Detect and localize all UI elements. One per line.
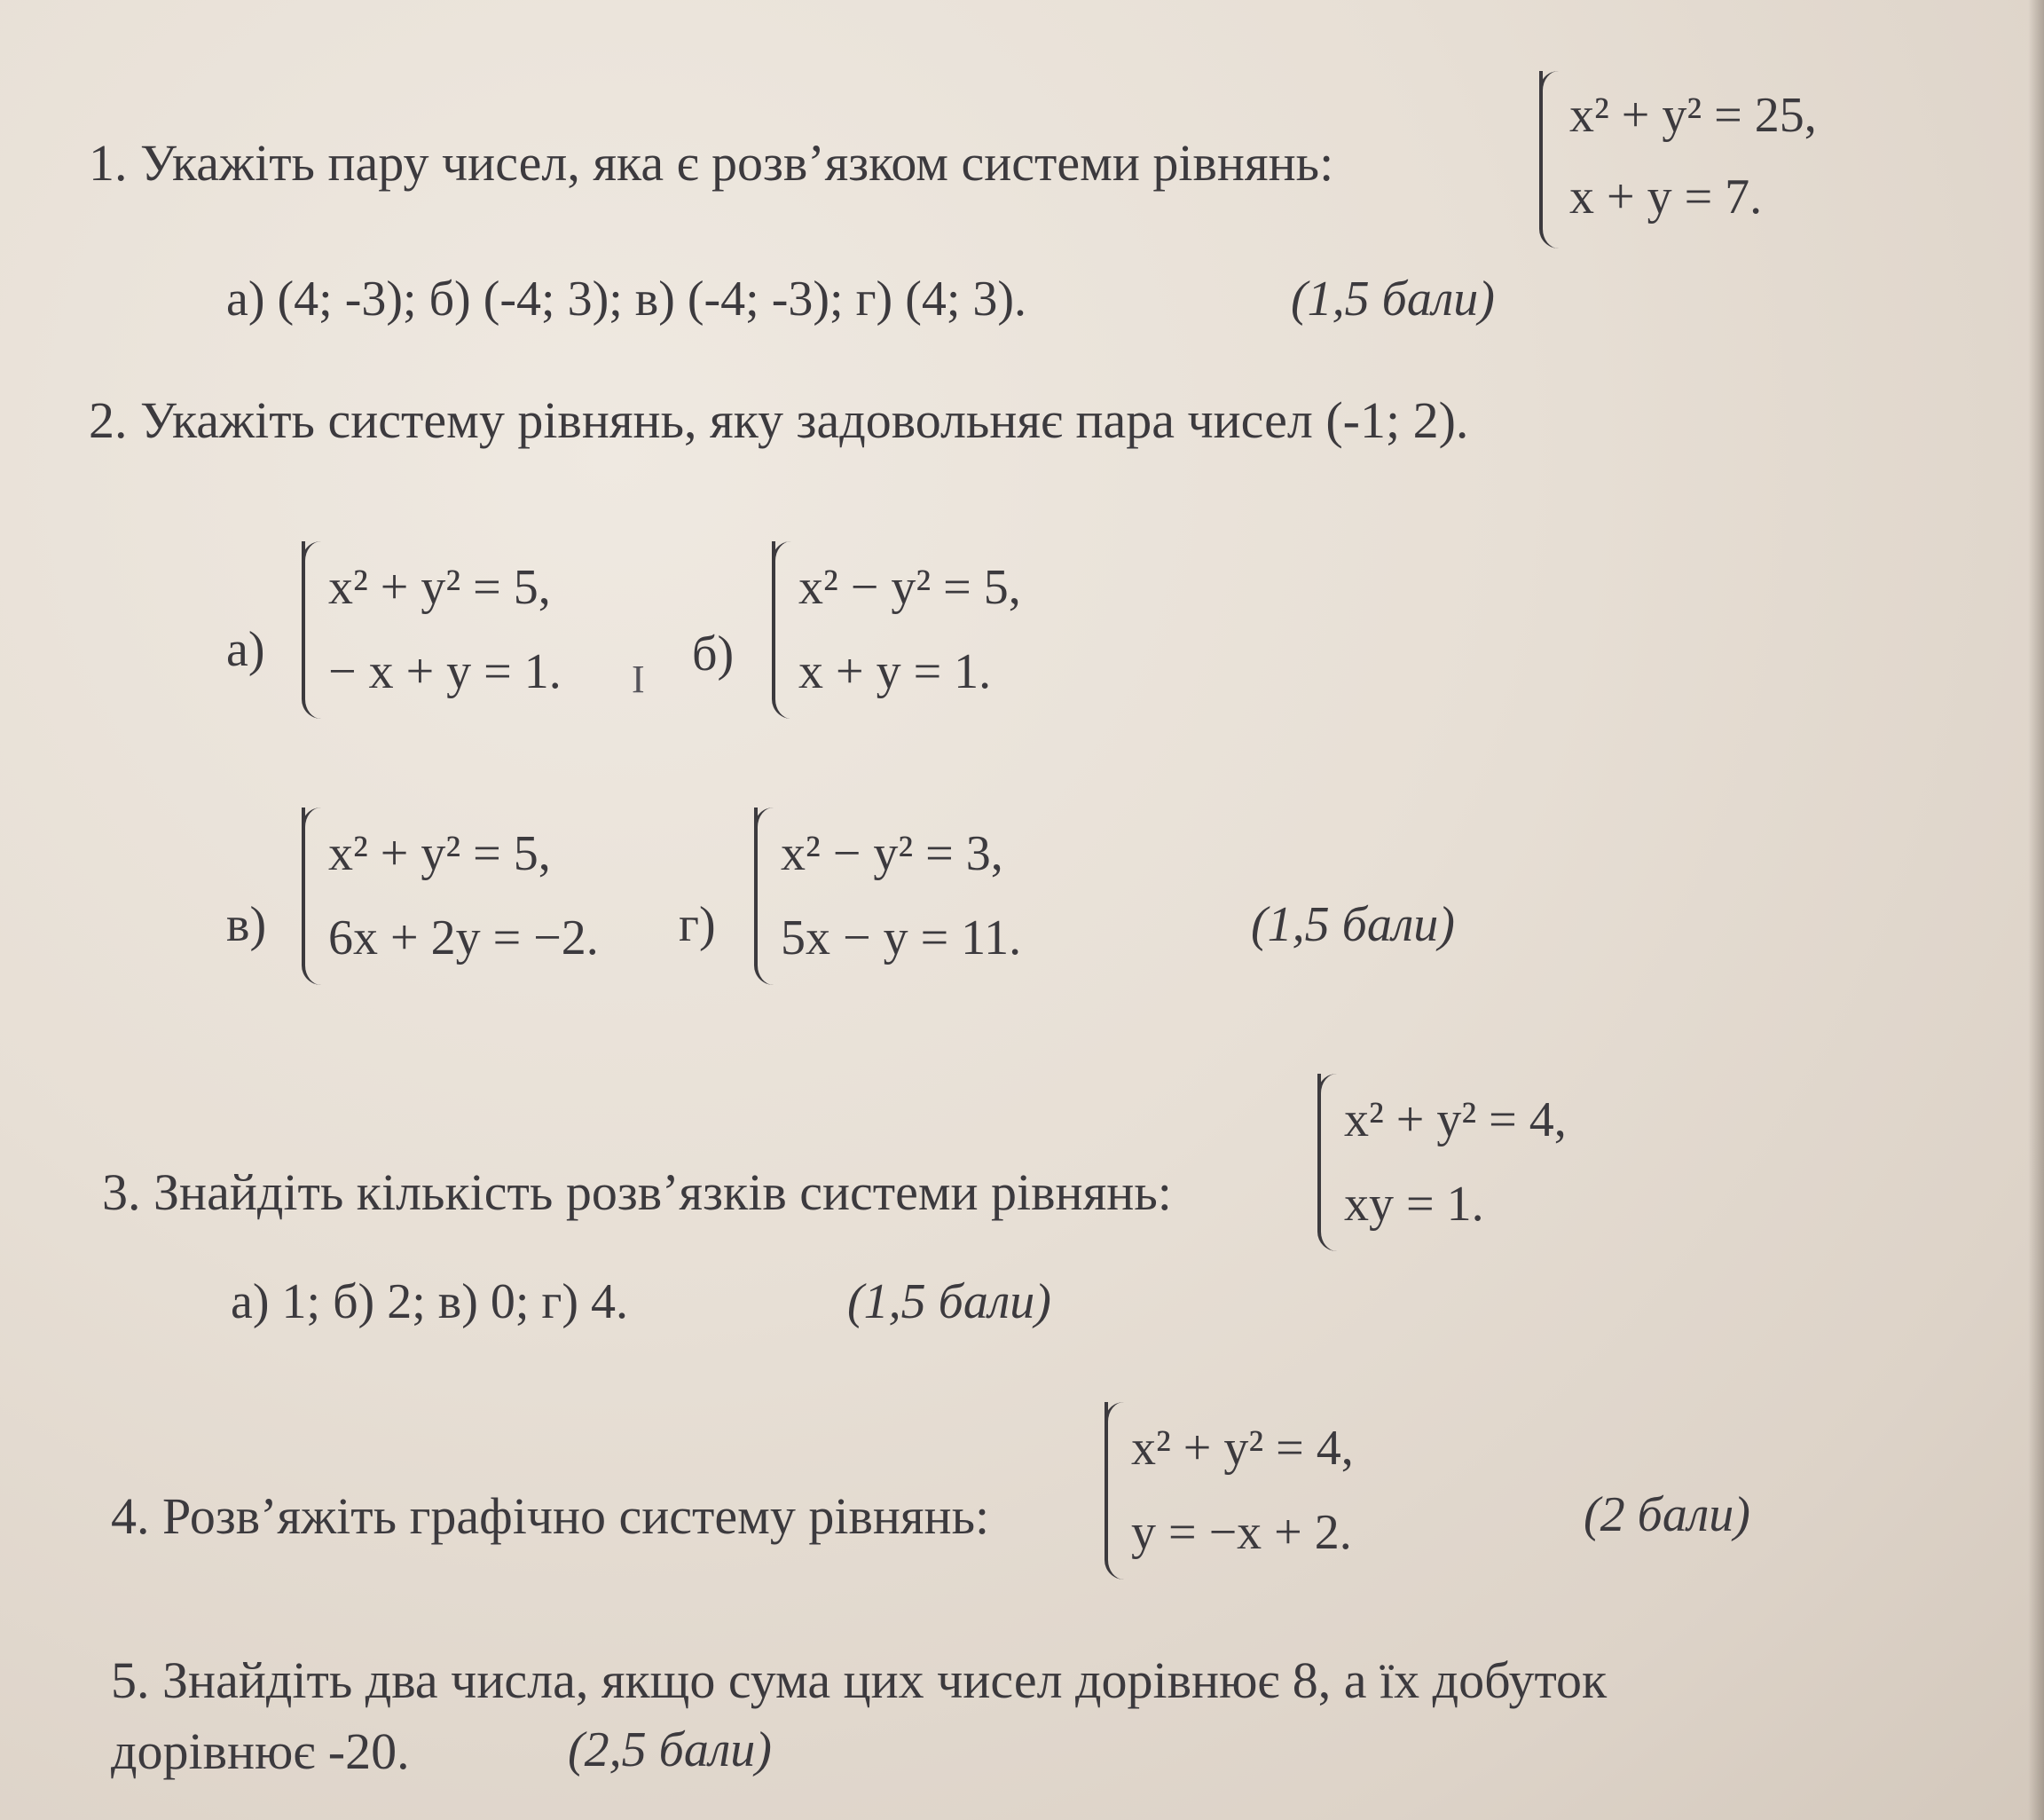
option-b-equation-2: x + y = 1.	[798, 644, 992, 699]
question-4-equation-2: y = −x + 2.	[1131, 1505, 1352, 1560]
question-4-points: (2 бали)	[1584, 1487, 1750, 1542]
question-3-text: 3. Знайдіть кількість розв’язків системи рівнянь:	[102, 1163, 1172, 1221]
option-a-system	[302, 541, 656, 719]
question-1-text: 1. Укажіть пару чисел, яка є розв’язком системи рівнянь:	[89, 134, 1334, 192]
option-a-equation-1: x² + y² = 5,	[328, 560, 551, 615]
option-b-equation-1: x² − y² = 5,	[798, 560, 1021, 615]
question-3-system	[1317, 1074, 1655, 1251]
option-a-equation-2: − x + y = 1.	[328, 644, 562, 699]
left-brace-icon	[302, 808, 328, 985]
option-d-equation-1: x² − y² = 3,	[781, 826, 1003, 881]
question-5-points: (2,5 бали)	[568, 1722, 772, 1777]
question-3-equation-1: x² + y² = 4,	[1344, 1092, 1567, 1147]
question-1-points: (1,5 бали)	[1291, 272, 1495, 327]
left-brace-icon	[1539, 71, 1566, 248]
option-a-label: а)	[226, 622, 265, 677]
option-d-system	[754, 808, 1109, 985]
question-3-options: а) 1; б) 2; в) 0; г) 4.	[231, 1274, 629, 1329]
option-d-equation-2: 5x − y = 11.	[781, 910, 1022, 965]
option-c-equation-2: 6x + 2y = −2.	[328, 910, 599, 965]
question-4-equation-1: x² + y² = 4,	[1131, 1421, 1354, 1476]
question-3-points: (1,5 бали)	[847, 1274, 1051, 1329]
question-4-text: 4. Розв’яжіть графічно систему рівнянь:	[111, 1487, 990, 1545]
question-1-options: а) (4; -3); б) (-4; 3); в) (-4; -3); г) (4; 3).	[226, 272, 1027, 327]
question-4-system	[1105, 1402, 1459, 1580]
question-1-equation-2: x + y = 7.	[1569, 169, 1763, 225]
question-5-line-1: 5. Знайдіть два числа, якщо сума цих чисел дорівнює 8, а їх добуток	[111, 1651, 1608, 1709]
left-brace-icon	[302, 541, 328, 719]
question-2-points: (1,5 бали)	[1251, 897, 1455, 952]
option-c-equation-1: x² + y² = 5,	[328, 826, 551, 881]
left-brace-icon	[1105, 1402, 1131, 1580]
monitor-edge	[2028, 0, 2044, 1820]
question-5-line-2: дорівнює -20.	[111, 1722, 410, 1780]
question-3-equation-2: xy = 1.	[1344, 1177, 1484, 1232]
left-brace-icon	[772, 541, 798, 719]
text-cursor-icon: I	[632, 658, 645, 701]
left-brace-icon	[1317, 1074, 1344, 1251]
option-b-label: б)	[692, 626, 735, 682]
option-c-label: в)	[226, 897, 267, 952]
question-2-text: 2. Укажіть систему рівнянь, яку задовольняє пара чисел (-1; 2).	[89, 391, 1469, 449]
option-b-system	[772, 541, 1127, 719]
option-d-label: г)	[679, 897, 716, 952]
option-c-system	[302, 808, 656, 985]
left-brace-icon	[754, 808, 781, 985]
question-1-equation-1: x² + y² = 25,	[1569, 88, 1817, 143]
question-1-system	[1539, 71, 1876, 248]
